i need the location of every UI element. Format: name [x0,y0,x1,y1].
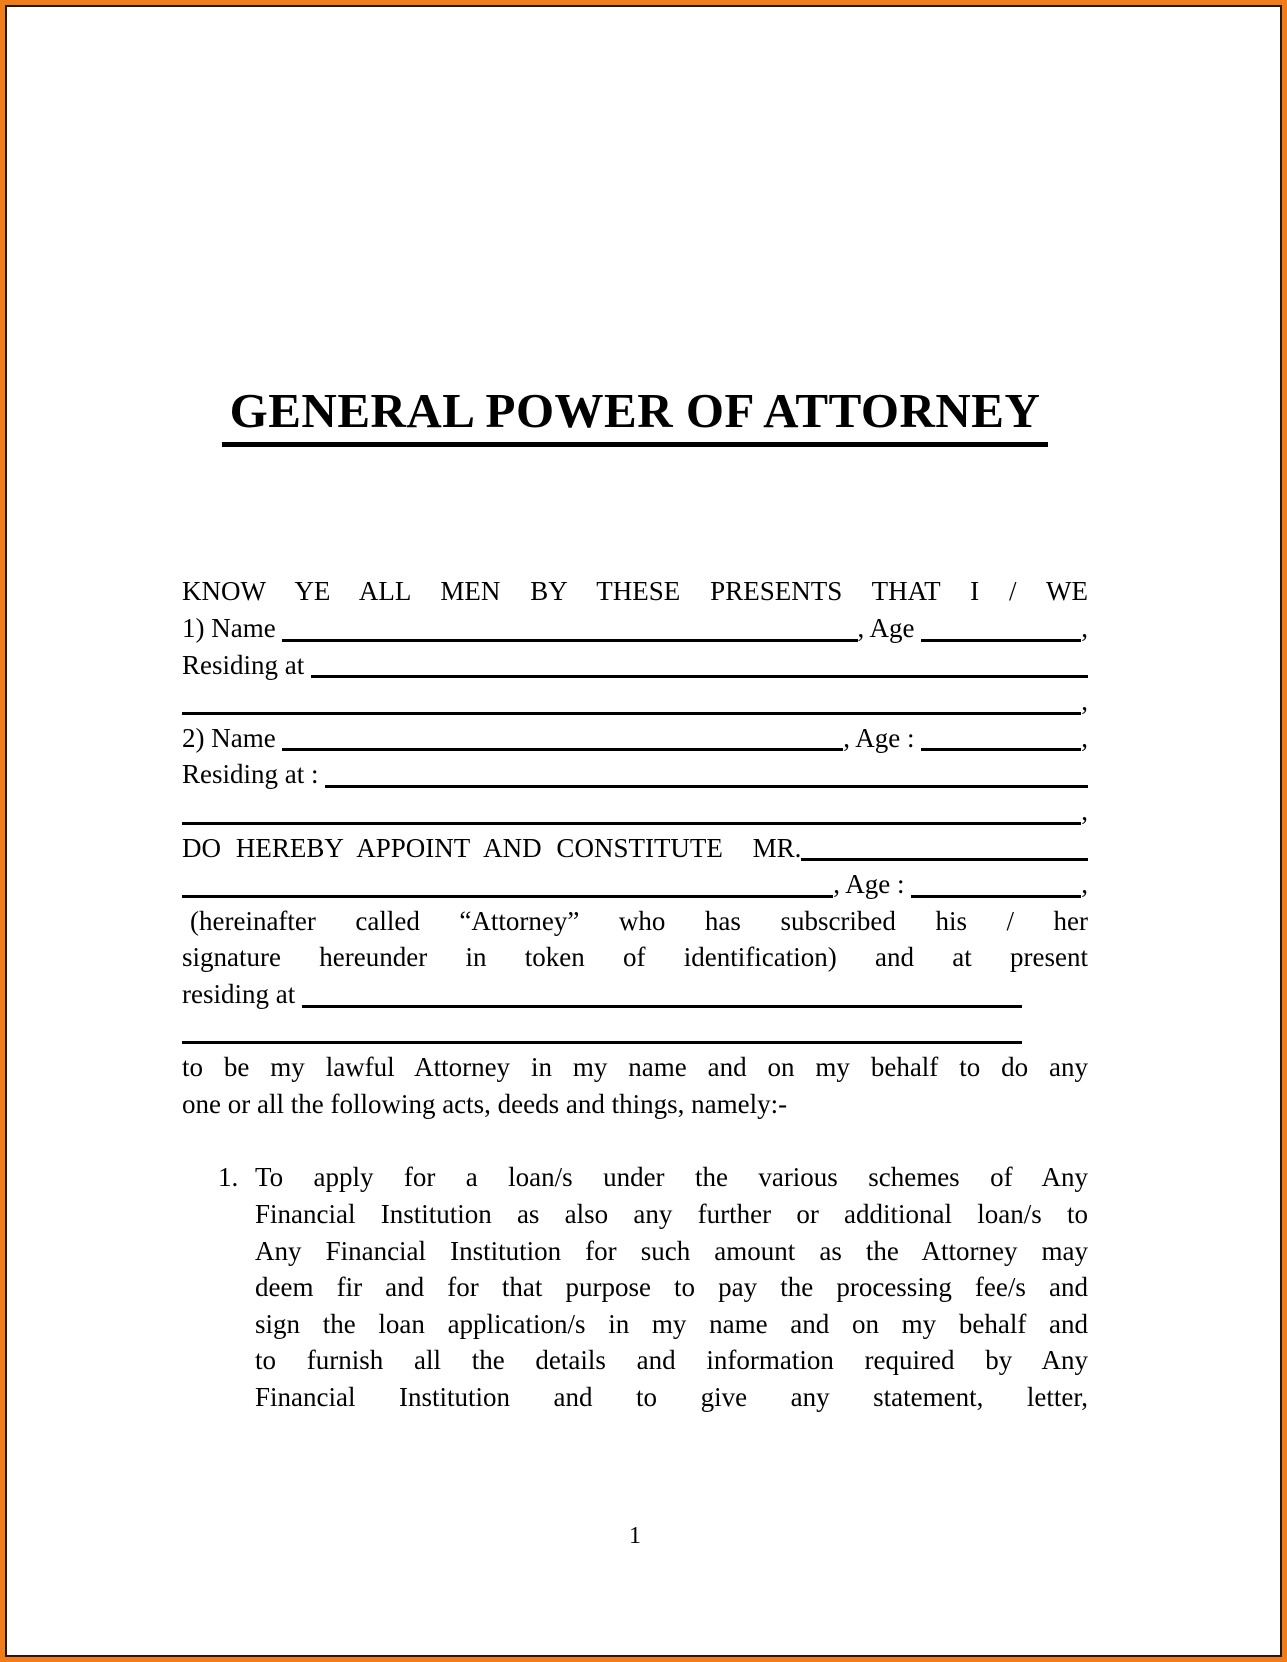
list-line: sign the loan application/s in my name and on my behalf and [255,1308,1088,1339]
blank-line [302,1005,1022,1008]
document-line [182,683,1088,720]
line-text: 2) Name [182,722,283,753]
document-title: GENERAL POWER OF ATTORNEY [222,385,1049,447]
blank-line [801,858,1088,861]
line-text: DO HEREBY APPOINT AND CONSTITUTE MR. [182,832,802,863]
blank-line [282,639,857,642]
document-line [182,1013,1088,1050]
line-text: 1) Name [182,613,283,644]
list-item [182,1159,1088,1415]
blank-line [921,748,1081,751]
list-line: To apply for a loan/s under the various schemes of Any [255,1162,1088,1193]
list-line: Any Financial Institution for such amount as the Attorney may [255,1235,1088,1266]
document-content [7,385,1280,1551]
blank-line [921,639,1081,642]
line-text: Residing at : [182,759,326,790]
blank-line [325,785,1088,788]
list-line: Financial Institution and to give any statement, letter, [255,1381,1088,1412]
blank-line [182,1041,1022,1044]
document-line [182,866,1088,903]
line-text: , [1081,796,1088,826]
line-text: Residing at [182,649,311,680]
blank-line [311,675,1088,678]
line-text: , [1081,613,1088,644]
document-line [182,830,1088,867]
blank-line [182,712,1081,715]
list-item-number: 1. [218,1162,239,1193]
title-section [182,385,1088,447]
list-line: to furnish all the details and information required by Any [255,1345,1088,1376]
line-text: residing at [182,978,302,1009]
document-line [182,756,1088,793]
numbered-list-section [182,1159,1088,1415]
line-text: , [1081,869,1088,900]
blank-line [911,895,1081,898]
blank-line [182,895,833,898]
document-line: signature hereunder in token of identification) and at present [182,942,1088,973]
document-line [182,793,1088,830]
blank-line [182,822,1081,825]
document-line: KNOW YE ALL MEN BY THESE PRESENTS THAT I / WE [182,576,1088,607]
list-line: deem fir and for that purpose to pay the processing fee/s and [255,1272,1088,1303]
document-body [182,573,1088,1122]
document-line [182,720,1088,757]
document-line: to be my lawful Attorney in my name and on my behalf to do any [182,1052,1088,1083]
document-line [182,976,1088,1013]
line-text: , [1081,686,1088,717]
line-text: , Age [857,613,922,644]
line-text: , Age : [843,722,922,753]
document-line [182,647,1088,684]
list-line: Financial Institution as also any further or additional loan/s to [255,1198,1088,1229]
line-text: , [1081,722,1088,753]
document-line: (hereinafter called “Attorney” who has subscribed his / her [190,905,1088,936]
page-number: 1 [629,1522,641,1549]
document-line: one or all the following acts, deeds and things, namely:- [182,1088,788,1119]
document-line [182,610,1088,647]
page [5,5,1282,1657]
line-text: , Age : [833,869,912,900]
blank-line [282,748,843,751]
